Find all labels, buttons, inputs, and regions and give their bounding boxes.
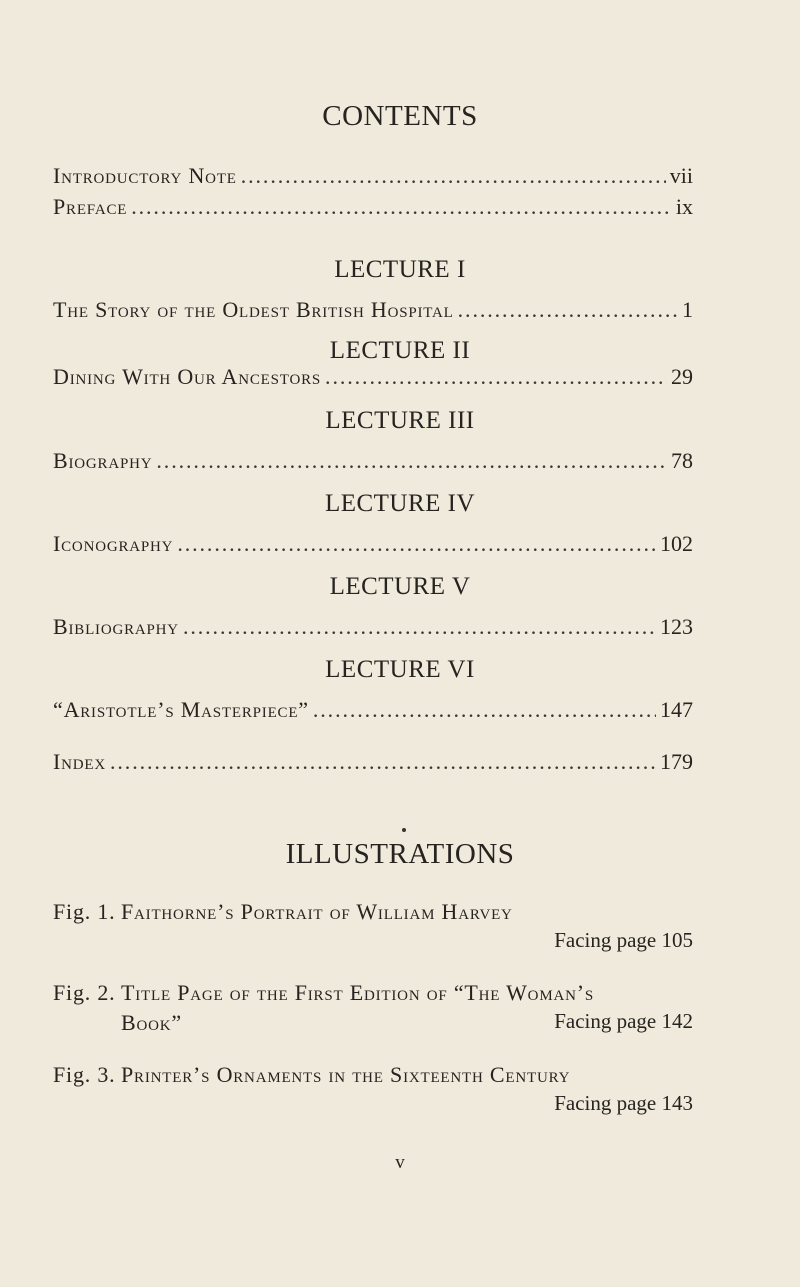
illustrations-heading: ILLUSTRATIONS bbox=[285, 838, 515, 870]
toc-entry-preface bbox=[53, 194, 693, 224]
lecture-heading: LECTURE VI bbox=[325, 656, 475, 683]
lecture-heading: LECTURE II bbox=[329, 337, 471, 364]
leader-dots bbox=[241, 163, 666, 189]
toc-entry-title: Index bbox=[53, 749, 106, 774]
toc-entry-title: “Aristotle’s Masterpiece” bbox=[53, 697, 309, 722]
lecture-heading: LECTURE IV bbox=[324, 490, 476, 517]
toc-entry-lecture-1 bbox=[53, 297, 693, 327]
figure-title: Title Page of the First Edition of “The Woman’s bbox=[121, 980, 594, 1005]
figure-number: Fig. 3. bbox=[53, 1062, 116, 1087]
toc-entry-index bbox=[53, 749, 693, 779]
figure-title: Printer’s Ornaments in the Sixteenth Century bbox=[121, 1062, 571, 1087]
leader-dots bbox=[131, 194, 672, 220]
leader-dots bbox=[177, 531, 656, 557]
toc-entry-page: vii bbox=[669, 163, 693, 188]
leader-dots bbox=[183, 614, 656, 640]
toc-entry-page: ix bbox=[675, 194, 693, 219]
toc-entry-title: Bibliography bbox=[53, 614, 179, 639]
toc-entry-page: 29 bbox=[671, 364, 693, 389]
figure-facing-page: Facing page 105 bbox=[554, 928, 693, 952]
toc-entry-title: Iconography bbox=[53, 531, 174, 556]
figure-number: Fig. 1. bbox=[53, 899, 116, 924]
figure-number: Fig. 2. bbox=[53, 980, 116, 1005]
toc-entry-page: 179 bbox=[660, 749, 693, 774]
toc-entry-title: Introductory Note bbox=[53, 163, 237, 188]
lecture-heading: LECTURE III bbox=[325, 407, 475, 434]
figure-title: Faithorne’s Portrait of William Harvey bbox=[121, 899, 513, 924]
leader-dots bbox=[313, 697, 656, 723]
toc-entry-title: The Story of the Oldest British Hospital bbox=[53, 297, 454, 322]
contents-heading: CONTENTS bbox=[322, 100, 478, 132]
toc-entry-title: Preface bbox=[53, 194, 128, 219]
toc-entry-page: 78 bbox=[671, 448, 693, 473]
toc-entry-lecture-2 bbox=[53, 364, 693, 394]
leader-dots bbox=[156, 448, 667, 474]
toc-entry-lecture-6 bbox=[53, 697, 693, 727]
page-number: v bbox=[395, 1152, 405, 1173]
toc-entry-lecture-4 bbox=[53, 531, 693, 561]
toc-entry-page: 1 bbox=[682, 297, 693, 322]
toc-entry-page: 147 bbox=[660, 697, 693, 722]
leader-dots bbox=[325, 364, 667, 390]
toc-entry-title: Biography bbox=[53, 448, 153, 473]
figure-facing-page: Facing page 142 bbox=[554, 1009, 693, 1033]
ink-speck bbox=[402, 828, 406, 832]
toc-entry-introductory-note bbox=[53, 163, 693, 193]
figure-title-continuation: Book” bbox=[121, 1010, 182, 1035]
toc-entry-lecture-5 bbox=[53, 614, 693, 644]
figure-entry-1 bbox=[53, 899, 693, 925]
lecture-heading: LECTURE V bbox=[329, 573, 471, 600]
toc-entry-lecture-3 bbox=[53, 448, 693, 478]
toc-entry-page: 123 bbox=[660, 614, 693, 639]
figure-entry-3 bbox=[53, 1062, 693, 1088]
toc-entry-page: 102 bbox=[660, 531, 693, 556]
leader-dots bbox=[110, 749, 656, 775]
lecture-heading: LECTURE I bbox=[334, 256, 466, 283]
toc-entry-title: Dining With Our Ancestors bbox=[53, 364, 322, 389]
figure-facing-page: Facing page 143 bbox=[554, 1091, 693, 1115]
leader-dots bbox=[458, 297, 678, 323]
figure-entry-2 bbox=[53, 980, 693, 1006]
